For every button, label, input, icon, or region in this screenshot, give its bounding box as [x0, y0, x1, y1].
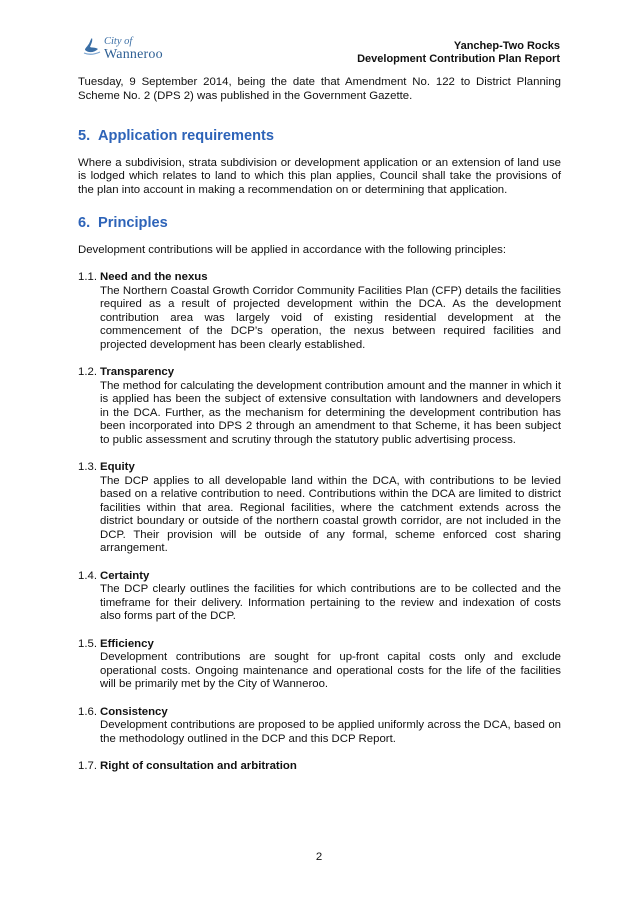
page-header [0, 0, 638, 70]
swan-logo-icon [82, 35, 104, 57]
intro-paragraph: Tuesday, 9 September 2014, being the date that Amendment No. 122 to District Planning Scheme No. 2 (DPS 2) was published in the Government Gazette. [78, 76, 561, 102]
principle-body: Development contributions are sought for up-front capital costs only and exclude operational costs. Ongoing maintenance and operational costs for the life of the facilities will be primarily met by the City of Wanneroo. [100, 651, 561, 690]
section-6-heading [78, 217, 561, 231]
principle-item [78, 366, 561, 447]
principle-body: The Northern Coastal Growth Corridor Community Facilities Plan (CFP) details the facilities required as a result of projected development within the DCA. As the development contribution area was largely void of existing residential development at the commencement of the DCP’s operation, the nexus between required facilities and projected development has been clearly established. [100, 284, 561, 351]
section-6-intro: Development contributions will be applied in accordance with the following principles: [78, 243, 507, 256]
document-title-line1: Yanchep-Two Rocks [453, 40, 560, 52]
principle-number: 1.7. [78, 760, 97, 772]
section-5-number: 5. [78, 128, 91, 144]
page-number: 2 [315, 851, 323, 863]
section-5-heading [78, 130, 561, 144]
principle-number: 1.6. [78, 705, 97, 718]
principle-body: The method for calculating the development contribution amount and the manner in which it is applied has been the subject of extensive consultation with landowners and developers in the DCA. Further, as the mechanism for determining the development contribution has been incorporated into DPS 2 through an amendment to that Scheme, it has been subject to public assessment and scrutiny through the statutory public advertising process. [100, 379, 561, 446]
section-5-title: Application requirements [98, 128, 274, 144]
principle-item [78, 638, 561, 692]
principle-number: 1.3. [78, 461, 97, 473]
principle-body: The DCP applies to all developable land within the DCA, with contributions to be levied based on a relative contribution to need. Contributions within the DCA are limited to district facilities within that area. Regional facilities, where the catchment extends across the district boundary or outside of the northern coastal growth corridor, are not included in the DCP. Their provision will be outside of any formal, scheme enforced cost sharing arrangement. [100, 474, 561, 554]
document-title-line2: Development Contribution Plan Report [357, 53, 560, 65]
section-6-number: 6. [78, 215, 91, 231]
principle-number: 1.1. [78, 271, 97, 283]
principle-number: 1.5. [78, 637, 97, 650]
section-5 [78, 130, 561, 197]
principle-number: 1.2. [78, 366, 97, 378]
principle-body: Development contributions are proposed to be applied uniformly across the DCA, based on the methodology outlined in the DCP and this DCP Report. [100, 719, 561, 745]
document-title [357, 40, 560, 66]
logo-wanneroo-text: Wanneroo [104, 47, 163, 62]
principle-title: Efficiency [100, 637, 154, 650]
principle-item [78, 271, 561, 352]
page-content [78, 76, 561, 774]
section-6-title: Principles [98, 215, 168, 231]
logo-city-text: City of [104, 36, 133, 47]
principle-title: Right of consultation and arbitration [100, 760, 297, 772]
principle-number: 1.4. [78, 569, 97, 582]
principle-title: Equity [100, 461, 135, 473]
principle-title: Transparency [100, 366, 175, 378]
principle-item [78, 570, 561, 624]
principle-item [78, 706, 561, 747]
section-6 [78, 217, 561, 774]
principle-title: Certainty [100, 569, 150, 582]
city-logo [82, 35, 172, 67]
section-5-body: Where a subdivision, strata subdivision or development application or an extension of land use is lodged which relates to land to which this plan applies, Council shall take the provisions of the plan into account in making a recommendation on or determining that application. [78, 156, 561, 196]
principle-item [78, 760, 561, 774]
principle-body: The DCP clearly outlines the facilities for which contributions are to be collected and the timeframe for their delivery. Information pertaining to the review and indexation of costs also forms part of the DCP. [100, 583, 561, 622]
principle-title: Need and the nexus [100, 271, 208, 283]
principle-title: Consistency [100, 705, 168, 718]
principle-item [78, 461, 561, 556]
